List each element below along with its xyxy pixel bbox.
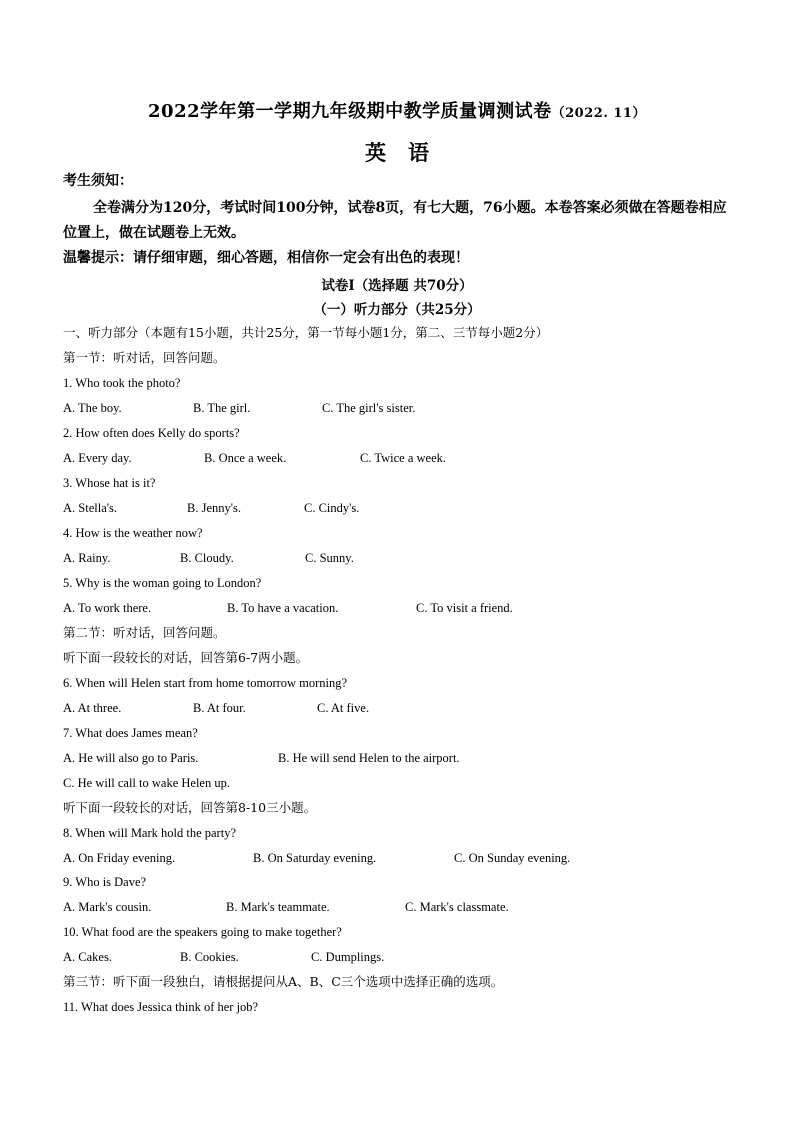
q3-option-a: A. Stella's. xyxy=(63,501,117,515)
q1-option-c: C. The girl's sister. xyxy=(322,401,416,415)
q5-option-a: A. To work there. xyxy=(63,601,152,615)
q8-option-c: C. On Sunday evening. xyxy=(454,851,571,865)
q9-option-c: C. Mark's classmate. xyxy=(405,900,509,914)
section-2-dialogue-2-intro: 听下面一段较长的对话，回答第8-10三小题。 xyxy=(63,800,317,815)
part-title: （一）听力部分（共25分） xyxy=(313,302,481,318)
exam-title-text: 2022学年第一学期九年级期中教学质量调测试卷 xyxy=(148,101,552,122)
q6-option-a: A. At three. xyxy=(63,701,122,715)
question-11: 11. What does Jessica think of her job? xyxy=(63,1000,259,1014)
q1-option-b: B. The girl. xyxy=(193,401,251,415)
question-10: 10. What food are the speakers going to make together? xyxy=(63,925,342,939)
q7-option-c: C. He will call to wake Helen up. xyxy=(63,776,230,790)
notice-body xyxy=(63,196,731,246)
q10-option-a: A. Cakes. xyxy=(63,950,112,964)
notice-body-text: 全卷满分为120分，考试时间100分钟，试卷8页，有七大题，76小题。本卷答案必须做在答题卷相应位置上，做在试题卷上无效。 xyxy=(63,200,727,241)
q3-option-b: B. Jenny's. xyxy=(187,501,241,515)
q4-option-b: B. Cloudy. xyxy=(180,551,234,565)
q2-option-c: C. Twice a week. xyxy=(360,451,447,465)
notice-tip: 温馨提示：请仔细审题，细心答题，相信你一定会有出色的表现！ xyxy=(63,250,469,266)
q4-option-c: C. Sunny. xyxy=(305,551,354,565)
notice-heading: 考生须知： xyxy=(63,173,133,189)
q4-option-a: A. Rainy. xyxy=(63,551,111,565)
q8-option-a: A. On Friday evening. xyxy=(63,851,176,865)
section-2-heading: 第二节：听对话，回答问题。 xyxy=(63,625,226,640)
q7-option-b: B. He will send Helen to the airport. xyxy=(278,751,460,765)
q6-option-b: B. At four. xyxy=(193,701,246,715)
exam-title xyxy=(0,97,794,123)
question-9: 9. Who is Dave? xyxy=(63,875,147,889)
q6-option-c: C. At five. xyxy=(317,701,370,715)
part-intro: 一、听力部分（本题有15小题，共计25分，第一节每小题1分，第二、三节每小题2分） xyxy=(63,325,549,340)
q10-option-c: C. Dumplings. xyxy=(311,950,385,964)
question-4: 4. How is the weather now? xyxy=(63,526,203,540)
q8-option-b: B. On Saturday evening. xyxy=(253,851,377,865)
section-2-dialogue-1-intro: 听下面一段较长的对话，回答第6-7两小题。 xyxy=(63,650,309,665)
section-1-heading: 第一节：听对话，回答问题。 xyxy=(63,350,226,365)
q7-option-a: A. He will also go to Paris. xyxy=(63,751,199,765)
question-6: 6. When will Helen start from home tomorrow morning? xyxy=(63,676,348,690)
question-8: 8. When will Mark hold the party? xyxy=(63,826,236,840)
q5-option-c: C. To visit a friend. xyxy=(416,601,513,615)
section-3-heading: 第三节：听下面一段独白，请根据提问从A、B、C三个选项中选择正确的选项。 xyxy=(63,974,504,989)
q2-option-a: A. Every day. xyxy=(63,451,132,465)
q5-option-b: B. To have a vacation. xyxy=(227,601,339,615)
q9-option-b: B. Mark's teammate. xyxy=(226,900,330,914)
q1-option-a: A. The boy. xyxy=(63,401,122,415)
paper-title: 试卷Ⅰ（选择题 共70分） xyxy=(321,278,473,294)
question-3: 3. Whose hat is it? xyxy=(63,476,156,490)
exam-title-date: （2022. 11） xyxy=(551,106,646,121)
question-7: 7. What does James mean? xyxy=(63,726,198,740)
q10-option-b: B. Cookies. xyxy=(180,950,239,964)
subject-title: 英语 xyxy=(365,140,451,165)
question-5: 5. Why is the woman going to London? xyxy=(63,576,262,590)
q9-option-a: A. Mark's cousin. xyxy=(63,900,152,914)
q3-option-c: C. Cindy's. xyxy=(304,501,360,515)
question-2: 2. How often does Kelly do sports? xyxy=(63,426,240,440)
q2-option-b: B. Once a week. xyxy=(204,451,287,465)
question-1: 1. Who took the photo? xyxy=(63,376,181,390)
